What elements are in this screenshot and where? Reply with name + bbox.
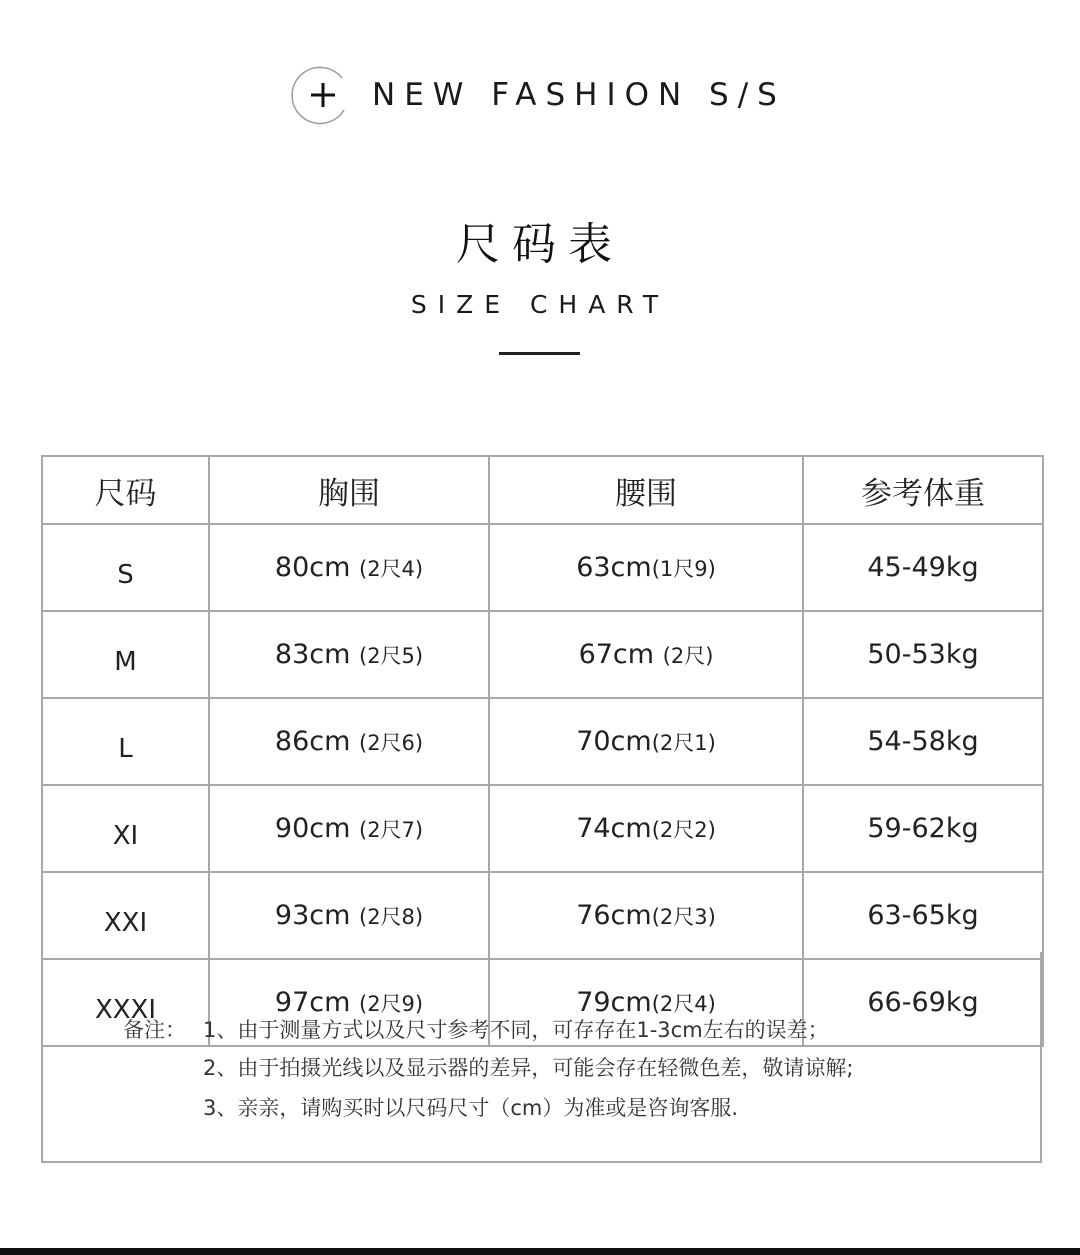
size-cell: XI — [42, 785, 209, 872]
table-row — [42, 611, 1043, 698]
waist-note: (1尺9) — [651, 557, 716, 581]
waist-note: (2尺1) — [651, 731, 716, 755]
chest-value: 97cm — [274, 987, 351, 1018]
size-cell: XXXI — [42, 959, 209, 1046]
chest-cell — [209, 611, 489, 698]
table-row — [42, 698, 1043, 785]
chest-cell — [209, 785, 489, 872]
chest-value: 80cm — [274, 552, 351, 583]
chest-value: 86cm — [274, 726, 351, 757]
note-line: 3、亲亲，请购买时以尺码尺寸（cm）为准或是咨询客服. — [203, 1096, 739, 1120]
note-line: 1、由于测量方式以及尺寸参考不同，可存存在1-3cm左右的误差； — [203, 1018, 829, 1042]
table-row — [42, 524, 1043, 611]
waist-note: (2尺2) — [651, 818, 716, 842]
waist-value: 70cm — [576, 726, 652, 757]
page-title: 尺码表 — [456, 219, 624, 270]
waist-cell — [489, 524, 803, 611]
size-cell: S — [42, 524, 209, 611]
chest-cell — [209, 698, 489, 785]
waist-value: 79cm — [576, 987, 652, 1018]
chest-note: (2尺5) — [359, 644, 424, 668]
table-header-row — [42, 456, 1043, 524]
weight-cell: 50-53kg — [803, 611, 1043, 698]
table-row — [42, 785, 1043, 872]
notes-box — [41, 952, 1042, 1163]
header-size: 尺码 — [42, 456, 209, 524]
waist-note: (2尺3) — [651, 905, 716, 929]
weight-cell: 59-62kg — [803, 785, 1043, 872]
weight-cell: 66-69kg — [803, 959, 1043, 1046]
page-subtitle: SIZE CHART — [410, 290, 670, 319]
size-cell: M — [42, 611, 209, 698]
chest-value: 93cm — [274, 900, 351, 931]
header-weight: 参考体重 — [803, 456, 1043, 524]
waist-value: 74cm — [576, 813, 652, 844]
waist-cell — [489, 698, 803, 785]
weight-cell: 63-65kg — [803, 872, 1043, 959]
title-divider — [499, 352, 580, 355]
weight-cell: 54-58kg — [803, 698, 1043, 785]
note-line: 2、由于拍摄光线以及显示器的差异，可能会存在轻微色差，敬请谅解; — [203, 1056, 854, 1080]
waist-cell — [489, 872, 803, 959]
header-waist: 腰围 — [489, 456, 803, 524]
waist-value: 67cm — [578, 639, 655, 670]
chest-note: (2尺8) — [359, 905, 424, 929]
size-cell: XXI — [42, 872, 209, 959]
chest-cell — [209, 524, 489, 611]
chest-cell — [209, 872, 489, 959]
waist-cell — [489, 785, 803, 872]
brand-text: NEW FASHION S/S — [372, 77, 786, 113]
chest-note: (2尺6) — [359, 731, 424, 755]
bottom-bar — [0, 1248, 1080, 1255]
brand-header — [290, 62, 786, 128]
brand-plus-circle-icon — [290, 64, 352, 126]
chest-value: 90cm — [274, 813, 351, 844]
table-row — [42, 872, 1043, 959]
chest-note: (2尺4) — [359, 557, 424, 581]
waist-note: (2尺) — [662, 644, 714, 668]
weight-cell: 45-49kg — [803, 524, 1043, 611]
waist-note: (2尺4) — [651, 992, 716, 1016]
header-chest: 胸围 — [209, 456, 489, 524]
chest-note: (2尺7) — [359, 818, 424, 842]
waist-value: 63cm — [576, 552, 652, 583]
notes-label: 备注： — [123, 1018, 186, 1042]
chest-value: 83cm — [274, 639, 351, 670]
chest-note: (2尺9) — [359, 992, 424, 1016]
waist-value: 76cm — [576, 900, 652, 931]
size-cell: L — [42, 698, 209, 785]
waist-cell — [489, 611, 803, 698]
